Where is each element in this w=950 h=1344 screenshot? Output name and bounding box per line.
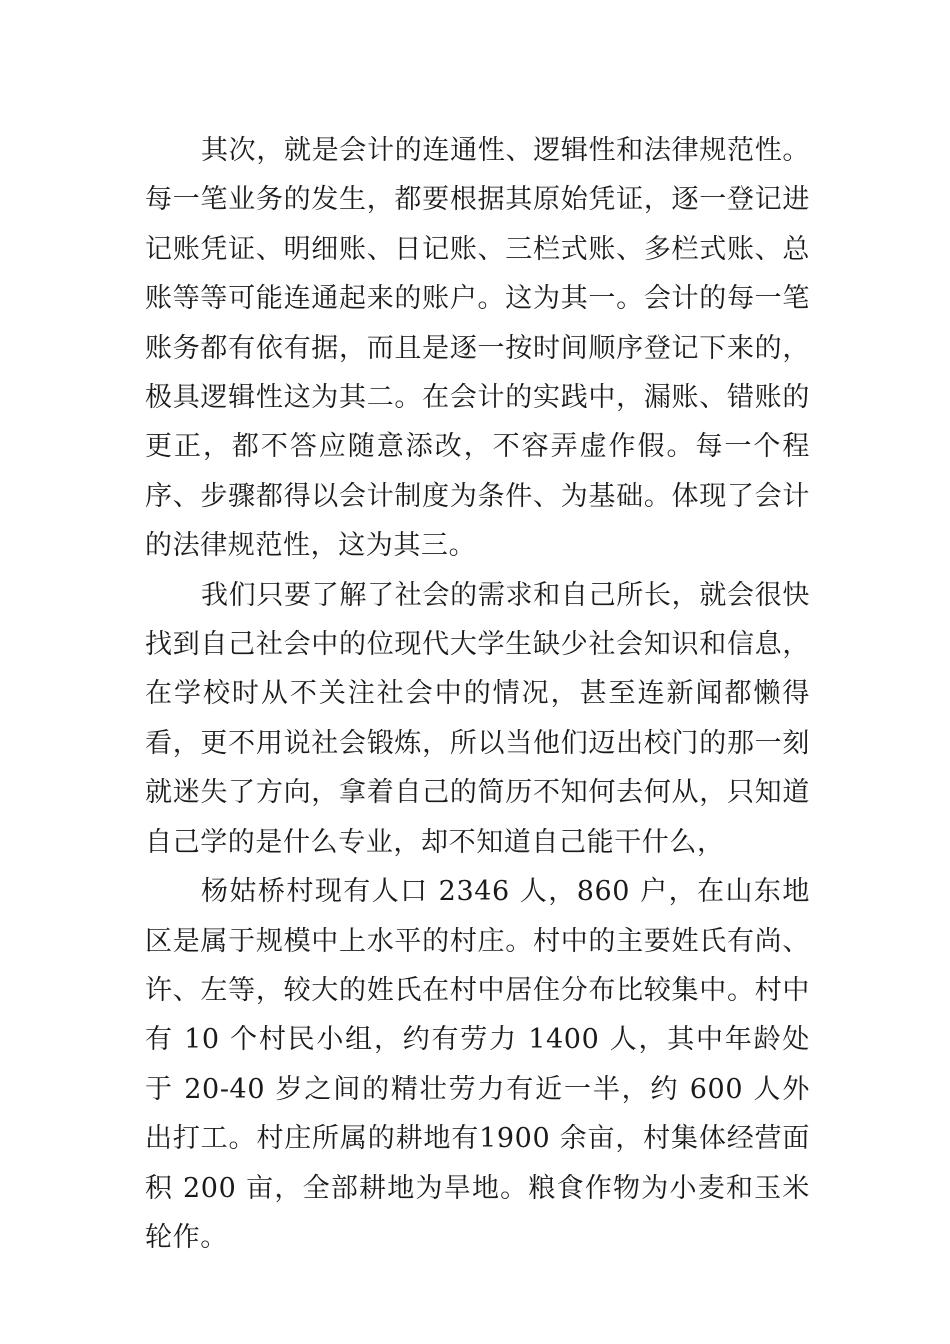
- document-body: [145, 126, 810, 1262]
- paragraph-students: 我们只要了解了社会的需求和自己所长，就会很快找到自己社会中的位现代大学生缺少社会知识和信息，在学校时从不关注社会中的情况，甚至连新闻都懒得看，更不用说社会锻炼，所以当他们迈出校门的那一刻就迷失了方向，拿着自己的简历不知何去何从，只知道自己学的是什么专业，却不知道自己能干什么，: [145, 579, 810, 858]
- paragraph-accounting: 其次，就是会计的连通性、逻辑性和法律规范性。每一笔业务的发生，都要根据其原始凭证，逐一登记进记账凭证、明细账、日记账、三栏式账、多栏式账、总账等等可能连通起来的账户。这为其一。会计的每一笔账务都有依有据，而且是逐一按时间顺序登记下来的，极具逻辑性这为其二。在会计的实践中，漏账、错账的更正，都不答应随意添改，不容弄虚作假。每一个程序、步骤都得以会计制度为条件、为基础。体现了会计的法律规范性，这为其三。: [145, 135, 810, 562]
- paragraph-village: 杨姑桥村现有人口 2346 人，860 户，在山东地区是属于规模中上水平的村庄。村中的主要姓氏有尚、许、左等，较大的姓氏在村中居住分布比较集中。村中有 10 个村民小组，约有劳力 1400 人，其中年龄处于 20-40 岁之间的精壮劳力有近一半，约 600 人外出打工。村庄所属的耕地有1900 余亩，村集体经营面积 200 亩，全部耕地为旱地。粮食作物为小麦和玉米轮作。: [145, 876, 810, 1253]
